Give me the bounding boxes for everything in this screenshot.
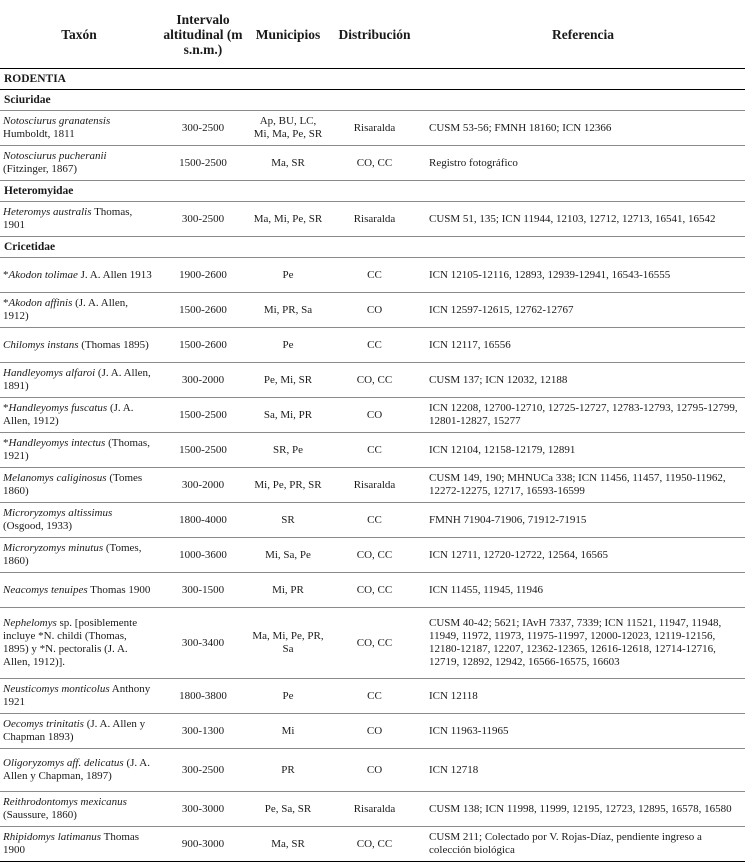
- altitude-cell: 300-1300: [158, 714, 248, 749]
- taxon-scientific-name: Handleyomys alfaroi: [3, 367, 96, 379]
- municipios-cell: Pe: [248, 328, 328, 363]
- header-row: [0, 0, 745, 69]
- distribution-cell: CC: [328, 503, 421, 538]
- family-label: Cricetidae: [0, 237, 745, 258]
- reference-cell: ICN 12117, 16556: [421, 328, 745, 363]
- taxon-scientific-name: Microryzomys minutus: [3, 542, 104, 554]
- municipios-cell: Ma, Mi, Pe, PR, Sa: [248, 608, 328, 679]
- taxon-scientific-name: Akodon affinis: [8, 297, 73, 309]
- reference-cell: CUSM 53-56; FMNH 18160; ICN 12366: [421, 111, 745, 146]
- distribution-cell: CO, CC: [328, 363, 421, 398]
- table-row: [0, 792, 745, 827]
- table-row: [0, 468, 745, 503]
- order-label: RODENTIA: [0, 69, 745, 90]
- taxon-scientific-name: Neacomys tenuipes: [3, 583, 88, 596]
- reference-cell: CUSM 137; ICN 12032, 12188: [421, 363, 745, 398]
- distribution-cell: Risaralda: [328, 202, 421, 237]
- municipios-cell: Pe, Sa, SR: [248, 792, 328, 827]
- taxon-scientific-name: Microryzomys altissimus: [3, 507, 113, 519]
- header-distribucion: Distribución: [328, 0, 421, 69]
- table-row: [0, 398, 745, 433]
- table-row: [0, 827, 745, 862]
- table-row: [0, 608, 745, 679]
- distribution-cell: CO: [328, 398, 421, 433]
- family-row: [0, 181, 745, 202]
- altitude-cell: 300-3400: [158, 608, 248, 679]
- taxon-cell: Neusticomys monticolus Anthony 1921: [0, 679, 158, 714]
- reference-cell: ICN 12105-12116, 12893, 12939-12941, 16543-16555: [421, 258, 745, 293]
- family-label: Heteromyidae: [0, 181, 745, 202]
- taxon-cell: Oligoryzomys aff. delicatus (J. A. Allen y Chapman, 1897): [0, 749, 158, 792]
- municipios-cell: Mi, Pe, PR, SR: [248, 468, 328, 503]
- altitude-cell: 300-2500: [158, 749, 248, 792]
- table-row: [0, 363, 745, 398]
- altitude-cell: 300-2000: [158, 468, 248, 503]
- reference-cell: CUSM 211; Colectado por V. Rojas-Díaz, pendiente ingreso a colección biológica: [421, 827, 745, 862]
- table-row: [0, 258, 745, 293]
- municipios-cell: SR, Pe: [248, 433, 328, 468]
- taxon-cell: Oecomys trinitatis (J. A. Allen y Chapman 1893): [0, 714, 158, 749]
- altitude-cell: 1500-2600: [158, 293, 248, 328]
- altitude-cell: 900-3000: [158, 827, 248, 862]
- municipios-cell: Pe, Mi, SR: [248, 363, 328, 398]
- municipios-cell: Mi, Sa, Pe: [248, 538, 328, 573]
- reference-cell: ICN 12208, 12700-12710, 12725-12727, 12783-12793, 12795-12799, 12801-12827, 15277: [421, 398, 745, 433]
- municipios-cell: Ma, Mi, Pe, SR: [248, 202, 328, 237]
- municipios-cell: Mi, PR, Sa: [248, 293, 328, 328]
- header-municipios: Municipios: [248, 0, 328, 69]
- table-row: [0, 538, 745, 573]
- altitude-cell: 300-2000: [158, 363, 248, 398]
- municipios-cell: Ap, BU, LC, Mi, Ma, Pe, SR: [248, 111, 328, 146]
- altitude-cell: 1000-3600: [158, 538, 248, 573]
- taxon-scientific-name: Nephelomys: [3, 617, 57, 629]
- altitude-cell: 1900-2600: [158, 258, 248, 293]
- taxon-cell: *Handleyomys fuscatus (J. A. Allen, 1912): [0, 398, 158, 433]
- reference-cell: ICN 11963-11965: [421, 714, 745, 749]
- taxon-cell: Rhipidomys latimanus Thomas 1900: [0, 827, 158, 862]
- distribution-cell: CO, CC: [328, 538, 421, 573]
- municipios-cell: Sa, Mi, PR: [248, 398, 328, 433]
- taxon-scientific-name: Notosciurus granatensis: [3, 115, 111, 127]
- taxon-scientific-name: Melanomys caliginosus: [3, 472, 107, 484]
- reference-cell: ICN 12711, 12720-12722, 12564, 16565: [421, 538, 745, 573]
- distribution-cell: CC: [328, 258, 421, 293]
- family-label: Sciuridae: [0, 90, 745, 111]
- distribution-cell: CO: [328, 714, 421, 749]
- distribution-cell: Risaralda: [328, 111, 421, 146]
- family-row: [0, 237, 745, 258]
- taxon-scientific-name: Handleyomys intectus: [8, 437, 106, 449]
- altitude-cell: 1500-2500: [158, 398, 248, 433]
- reference-cell: CUSM 40-42; 5621; IAvH 7337, 7339; ICN 11521, 11947, 11948, 11949, 11972, 11973, 11975-11997, 12000-12023, 12119-12156, 12180-12187, 12207, 12362-12365, 12616-12618, 12714-12716, 12719, 12892, 12942, 16566-16575, 16603: [421, 608, 745, 679]
- reference-cell: CUSM 149, 190; MHNUCa 338; ICN 11456, 11457, 11950-11962, 12272-12275, 12717, 16593-16599: [421, 468, 745, 503]
- taxon-cell: Microryzomys altissimus (Osgood, 1933): [0, 503, 158, 538]
- altitude-cell: 1800-4000: [158, 503, 248, 538]
- municipios-cell: Ma, SR: [248, 827, 328, 862]
- taxon-scientific-name: Heteromys australis: [3, 206, 92, 218]
- distribution-cell: CO: [328, 749, 421, 792]
- table-row: [0, 433, 745, 468]
- distribution-cell: CO, CC: [328, 146, 421, 181]
- taxon-scientific-name: Handleyomys fuscatus: [8, 402, 108, 414]
- municipios-cell: Mi, PR: [248, 573, 328, 608]
- taxon-cell: Neacomys tenuipes Thomas 1900: [0, 573, 158, 608]
- altitude-cell: 300-1500: [158, 573, 248, 608]
- municipios-cell: PR: [248, 749, 328, 792]
- table-row: [0, 714, 745, 749]
- taxon-cell: *Akodon tolimae J. A. Allen 1913: [0, 258, 158, 293]
- table-row: [0, 293, 745, 328]
- municipios-cell: Mi: [248, 714, 328, 749]
- altitude-cell: 1500-2500: [158, 146, 248, 181]
- taxon-cell: *Akodon affinis (J. A. Allen, 1912): [0, 293, 158, 328]
- taxon-cell: Handleyomys alfaroi (J. A. Allen, 1891): [0, 363, 158, 398]
- reference-cell: FMNH 71904-71906, 71912-71915: [421, 503, 745, 538]
- altitude-cell: 1500-2500: [158, 433, 248, 468]
- table-row: [0, 202, 745, 237]
- distribution-cell: Risaralda: [328, 468, 421, 503]
- municipios-cell: Pe: [248, 679, 328, 714]
- municipios-cell: Ma, SR: [248, 146, 328, 181]
- taxon-cell: *Handleyomys intectus (Thomas, 1921): [0, 433, 158, 468]
- taxon-scientific-name: Oligoryzomys aff. delicatus: [3, 757, 124, 769]
- reference-cell: CUSM 138; ICN 11998, 11999, 12195, 12723, 12895, 16578, 16580: [421, 792, 745, 827]
- distribution-cell: CC: [328, 679, 421, 714]
- taxon-scientific-name: Rhipidomys latimanus: [3, 831, 102, 843]
- taxon-cell: Notosciurus pucheranii (Fitzinger, 1867): [0, 146, 158, 181]
- altitude-cell: 300-3000: [158, 792, 248, 827]
- municipios-cell: Pe: [248, 258, 328, 293]
- taxon-cell: Heteromys australis Thomas, 1901: [0, 202, 158, 237]
- taxon-cell: Melanomys caliginosus (Tomes 1860): [0, 468, 158, 503]
- taxon-cell: Reithrodontomys mexicanus (Saussure, 1860): [0, 792, 158, 827]
- header-interval: Intervalo altitudinal (m s.n.m.): [158, 0, 248, 69]
- table-row: [0, 749, 745, 792]
- taxon-scientific-name: Reithrodontomys mexicanus: [3, 796, 127, 808]
- distribution-cell: CC: [328, 328, 421, 363]
- distribution-cell: CO, CC: [328, 573, 421, 608]
- taxon-scientific-name: Akodon tolimae: [8, 268, 78, 281]
- distribution-cell: CC: [328, 433, 421, 468]
- order-row: [0, 69, 745, 90]
- altitude-cell: 1500-2600: [158, 328, 248, 363]
- taxon-scientific-name: Oecomys trinitatis: [3, 718, 84, 730]
- taxon-cell: Notosciurus granatensis Humboldt, 1811: [0, 111, 158, 146]
- distribution-cell: CO, CC: [328, 827, 421, 862]
- reference-cell: ICN 12718: [421, 749, 745, 792]
- taxon-cell: Microryzomys minutus (Tomes, 1860): [0, 538, 158, 573]
- table-row: [0, 503, 745, 538]
- altitude-cell: 300-2500: [158, 111, 248, 146]
- reference-cell: Registro fotográfico: [421, 146, 745, 181]
- distribution-cell: CO: [328, 293, 421, 328]
- altitude-cell: 1800-3800: [158, 679, 248, 714]
- header-taxon: Taxón: [0, 0, 158, 69]
- family-row: [0, 90, 745, 111]
- taxon-scientific-name: Notosciurus pucheranii: [3, 150, 107, 162]
- reference-cell: ICN 11455, 11945, 11946: [421, 573, 745, 608]
- table-row: [0, 573, 745, 608]
- distribution-cell: CO, CC: [328, 608, 421, 679]
- reference-cell: ICN 12118: [421, 679, 745, 714]
- table-body: [0, 69, 745, 862]
- altitude-cell: 300-2500: [158, 202, 248, 237]
- taxon-scientific-name: Chilomys instans: [3, 338, 79, 351]
- table-row: [0, 111, 745, 146]
- reference-cell: ICN 12597-12615, 12762-12767: [421, 293, 745, 328]
- table-row: [0, 146, 745, 181]
- header-referencia: Referencia: [421, 0, 745, 69]
- reference-cell: ICN 12104, 12158-12179, 12891: [421, 433, 745, 468]
- taxon-cell: Chilomys instans (Thomas 1895): [0, 328, 158, 363]
- taxon-cell: Nephelomys sp. [posiblemente incluye *N. childi (Thomas, 1895) y *N. pectoralis (J. A. Allen, 1912)].: [0, 608, 158, 679]
- distribution-cell: Risaralda: [328, 792, 421, 827]
- taxon-scientific-name: Neusticomys monticolus: [3, 683, 110, 695]
- table-row: [0, 679, 745, 714]
- table-row: [0, 328, 745, 363]
- municipios-cell: SR: [248, 503, 328, 538]
- reference-cell: CUSM 51, 135; ICN 11944, 12103, 12712, 12713, 16541, 16542: [421, 202, 745, 237]
